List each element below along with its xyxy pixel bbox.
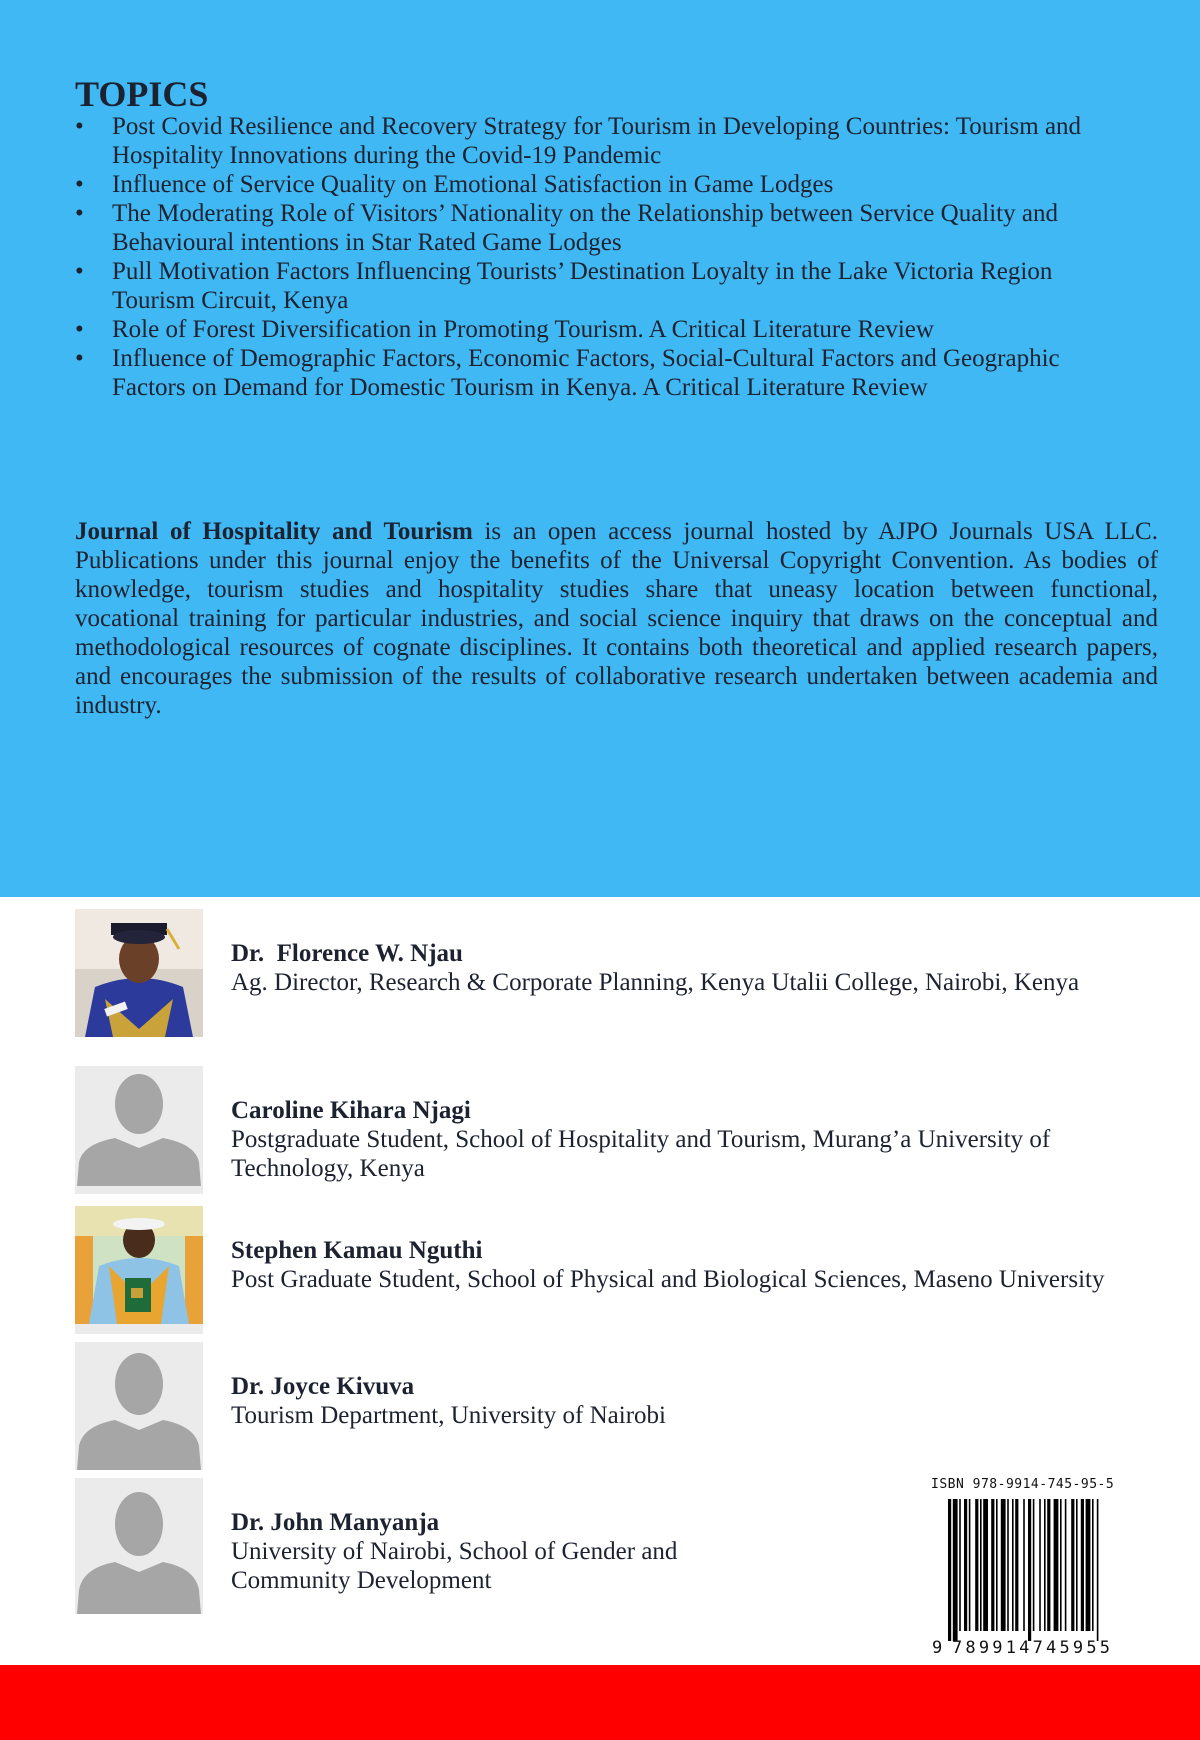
barcode-bar bbox=[953, 1499, 958, 1641]
topics-heading: TOPICS bbox=[75, 74, 209, 114]
barcode-first-digit: 9 bbox=[932, 1638, 943, 1657]
barcode-bar bbox=[1023, 1499, 1025, 1631]
graduate-photo-icon bbox=[75, 1206, 203, 1324]
barcode-bar bbox=[1007, 1499, 1009, 1631]
author-photo-placeholder bbox=[75, 1478, 203, 1614]
bottom-red-band bbox=[0, 1665, 1200, 1740]
barcode-bar bbox=[964, 1499, 967, 1631]
author-entry bbox=[75, 1342, 1175, 1472]
bullet-icon: • bbox=[75, 258, 84, 285]
topic-item bbox=[75, 344, 1115, 402]
topic-text: Role of Forest Diversification in Promoting Tourism. A Critical Literature Review bbox=[112, 316, 934, 343]
barcode-bar bbox=[1044, 1499, 1046, 1631]
topic-text: The Moderating Role of Visitors’ Nationality on the Relationship between Service Quality and Behavioural intentions in Star Rated Game Lodges bbox=[112, 200, 1058, 256]
barcode-bar bbox=[1081, 1499, 1084, 1631]
barcode-bar bbox=[983, 1499, 988, 1631]
barcode-bar bbox=[1039, 1499, 1041, 1631]
author-name: Dr. Joyce Kivuva bbox=[231, 1373, 415, 1400]
author-name: Stephen Kamau Nguthi bbox=[231, 1237, 483, 1264]
barcode-bar bbox=[948, 1499, 951, 1641]
barcode-bar bbox=[975, 1499, 978, 1631]
user-silhouette-icon bbox=[75, 1478, 203, 1614]
barcode-bar bbox=[1097, 1499, 1099, 1641]
topic-text: Pull Motivation Factors Influencing Tourists’ Destination Loyalty in the Lake Victoria Region Tourism Circuit, Kenya bbox=[112, 258, 1053, 314]
barcode-bar bbox=[1033, 1499, 1035, 1631]
bullet-icon: • bbox=[75, 345, 84, 372]
topics-list bbox=[75, 112, 1115, 402]
barcode-bar bbox=[991, 1499, 994, 1631]
topic-item bbox=[75, 199, 1115, 257]
barcode-digits: 789914745955 bbox=[952, 1638, 1114, 1657]
topic-text: Influence of Demographic Factors, Economic Factors, Social-Cultural Factors and Geographic Factors on Demand for Domestic Tourism in Kenya. A Critical Literature Review bbox=[112, 345, 1060, 401]
author-photo bbox=[75, 909, 203, 1037]
barcode-icon bbox=[928, 1497, 1148, 1657]
bullet-icon: • bbox=[75, 171, 84, 198]
topic-item bbox=[75, 112, 1115, 170]
author-affiliation: Post Graduate Student, School of Physical and Biological Sciences, Maseno University bbox=[231, 1266, 1105, 1293]
isbn-label: ISBN 978-9914-745-95-5 bbox=[931, 1477, 1115, 1492]
bullet-icon: • bbox=[75, 113, 84, 140]
barcode-bar bbox=[996, 1499, 998, 1631]
barcode-bar bbox=[969, 1499, 971, 1631]
author-affiliation: Postgraduate Student, School of Hospitality and Tourism, Murang’a University of Technology, Kenya bbox=[231, 1126, 1051, 1182]
author-affiliation: Tourism Department, University of Nairobi bbox=[231, 1402, 666, 1429]
barcode-bar bbox=[1001, 1499, 1006, 1631]
barcode-bar bbox=[1086, 1499, 1091, 1631]
barcode-bar bbox=[1071, 1499, 1074, 1631]
barcode-bar bbox=[959, 1499, 961, 1631]
barcode-bar bbox=[1028, 1499, 1031, 1641]
author-name: Dr. Florence W. Njau bbox=[231, 940, 463, 967]
journal-description-text: is an open access journal hosted by AJPO Journals USA LLC. Publications under this journal enjoy the benefits of the Universal Copyright Convention. As bodies of knowledge, tourism studies and hospitality studies share that uneasy location between functional, vocational training for particular industries, and social science inquiry that draws on the conceptual and methodological resources of cognate disciplines. It contains both theoretical and applied research papers, and encourages the submission of the results of collaborative research undertaken between academia and industry. bbox=[75, 518, 1158, 719]
barcode-bar bbox=[980, 1499, 982, 1631]
barcode-bar bbox=[1012, 1499, 1014, 1631]
author-entry bbox=[75, 1478, 775, 1608]
isbn-barcode bbox=[928, 1477, 1148, 1657]
bullet-icon: • bbox=[75, 200, 84, 227]
topic-item bbox=[75, 170, 1115, 199]
author-name: Dr. John Manyanja bbox=[231, 1509, 440, 1536]
barcode-bar bbox=[1065, 1499, 1067, 1631]
author-entry bbox=[75, 1066, 1175, 1196]
barcode-bar bbox=[1054, 1499, 1059, 1631]
barcode-bar bbox=[1060, 1499, 1062, 1631]
barcode-bar bbox=[1076, 1499, 1078, 1631]
author-info bbox=[231, 1236, 1151, 1294]
author-photo bbox=[75, 1206, 203, 1334]
author-info bbox=[231, 1096, 1151, 1183]
graduate-photo-icon bbox=[75, 909, 203, 1037]
barcode-bar bbox=[1092, 1499, 1094, 1631]
topic-text: Influence of Service Quality on Emotional Satisfaction in Game Lodges bbox=[112, 171, 834, 198]
bullet-icon: • bbox=[75, 316, 84, 343]
author-entry bbox=[75, 1206, 1175, 1336]
author-name: Caroline Kihara Njagi bbox=[231, 1097, 471, 1124]
author-affiliation: University of Nairobi, School of Gender and Community Development bbox=[231, 1538, 678, 1594]
topic-item bbox=[75, 257, 1115, 315]
user-silhouette-icon bbox=[75, 1342, 203, 1470]
author-info bbox=[231, 939, 1151, 997]
author-affiliation: Ag. Director, Research & Corporate Planning, Kenya Utalii College, Nairobi, Kenya bbox=[231, 969, 1080, 996]
topic-item bbox=[75, 315, 1115, 344]
journal-description bbox=[75, 517, 1158, 720]
author-info bbox=[231, 1372, 1151, 1430]
barcode-bar bbox=[1047, 1499, 1050, 1631]
topic-text: Post Covid Resilience and Recovery Strategy for Tourism in Developing Countries: Tourism and Hospitality Innovations during the Covid-19 Pandemic bbox=[112, 113, 1082, 169]
author-info bbox=[231, 1508, 771, 1595]
user-silhouette-icon bbox=[75, 1066, 203, 1186]
author-photo-placeholder bbox=[75, 1342, 203, 1470]
author-photo-placeholder bbox=[75, 1066, 203, 1194]
barcode-bar bbox=[1015, 1499, 1018, 1631]
journal-name: Journal of Hospitality and Tourism bbox=[75, 518, 473, 545]
author-entry bbox=[75, 909, 1175, 1039]
